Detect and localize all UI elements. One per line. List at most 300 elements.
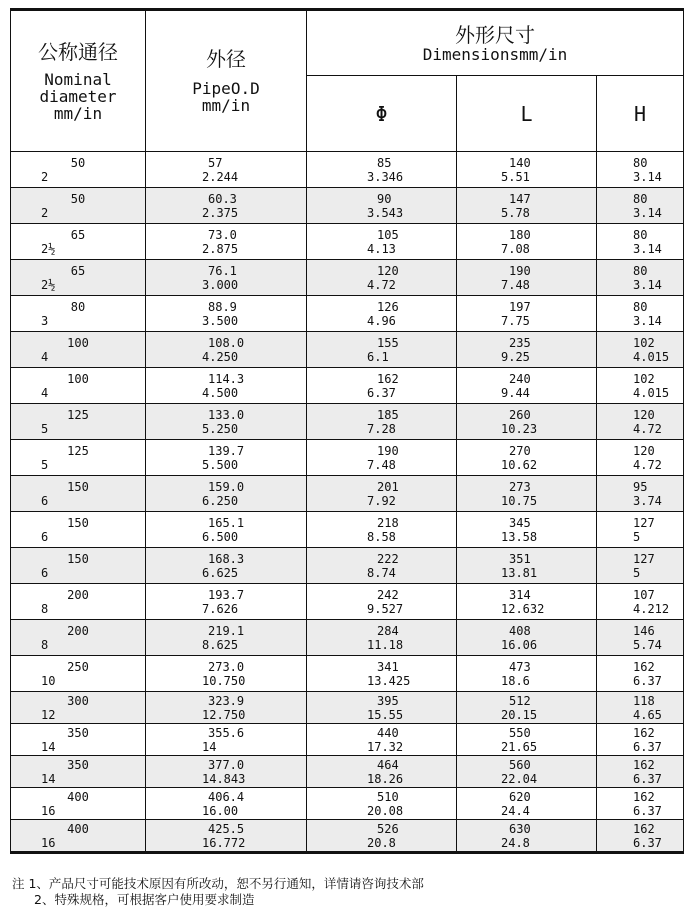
l-in-value: 24.8 [501, 835, 530, 850]
dn-in-value: 8 [41, 637, 49, 652]
od-in-value: 2.875 [202, 241, 239, 256]
nominal-diameter-zh: 公称通径 [38, 39, 118, 64]
table-row [11, 512, 684, 548]
od-cell [146, 620, 307, 656]
dn-mm-value: 125 [67, 407, 89, 422]
dn-mm-value: 150 [67, 551, 89, 566]
l-in-value: 10.75 [501, 493, 538, 508]
l-mm-value: 630 [509, 821, 531, 836]
dn-cell [11, 224, 146, 260]
dn-mm-value: 250 [67, 659, 89, 674]
h-cell [597, 788, 684, 820]
od-cell [146, 656, 307, 692]
h-in-value: 4.72 [633, 421, 662, 436]
phi-mm-value: 126 [377, 299, 399, 314]
h-cell [597, 260, 684, 296]
h-cell [597, 620, 684, 656]
table-body [11, 152, 684, 853]
phi-cell [307, 224, 457, 260]
dn-cell [11, 724, 146, 756]
phi-mm-value: 105 [377, 227, 399, 242]
dimensions-en: Dimensionsmm/in [422, 44, 568, 64]
l-in-value: 20.15 [501, 707, 538, 722]
l-in-value: 22.04 [501, 771, 538, 786]
h-mm-value: 102 [633, 371, 655, 386]
pipe-od-en: PipeO.D [192, 79, 260, 98]
table-row [11, 152, 684, 188]
l-in-value: 9.25 [501, 349, 530, 364]
h-header: H [597, 76, 684, 152]
h-cell [597, 368, 684, 404]
dn-mm-value: 300 [67, 693, 89, 708]
od-mm-value: 193.7 [208, 587, 245, 602]
h-mm-value: 162 [633, 725, 655, 740]
phi-mm-value: 284 [377, 623, 399, 638]
l-cell [457, 512, 597, 548]
dn-cell [11, 548, 146, 584]
phi-cell [307, 368, 457, 404]
l-cell [457, 440, 597, 476]
h-in-value: 3.14 [633, 169, 662, 184]
dn-in-value: 2½ [41, 277, 56, 292]
table-row [11, 332, 684, 368]
phi-cell [307, 548, 457, 584]
l-in-value: 13.58 [501, 529, 538, 544]
h-cell [597, 584, 684, 620]
h-in-value: 4.72 [633, 457, 662, 472]
l-mm-value: 351 [509, 551, 531, 566]
od-cell [146, 368, 307, 404]
phi-mm-value: 242 [377, 587, 399, 602]
l-cell [457, 724, 597, 756]
phi-cell [307, 404, 457, 440]
l-cell [457, 260, 597, 296]
table-row [11, 788, 684, 820]
phi-mm-value: 85 [377, 155, 392, 170]
h-cell [597, 692, 684, 724]
dn-cell [11, 188, 146, 224]
phi-mm-value: 162 [377, 371, 399, 386]
phi-in-value: 8.74 [367, 565, 396, 580]
h-in-value: 6.37 [633, 803, 662, 818]
od-mm-value: 406.4 [208, 789, 245, 804]
h-in-value: 3.14 [633, 313, 662, 328]
phi-in-value: 6.37 [367, 385, 396, 400]
phi-cell [307, 440, 457, 476]
h-cell [597, 656, 684, 692]
l-cell [457, 224, 597, 260]
l-mm-value: 314 [509, 587, 531, 602]
od-in-value: 3.000 [202, 277, 239, 292]
od-cell [146, 584, 307, 620]
phi-in-value: 15.55 [367, 707, 404, 722]
phi-mm-value: 222 [377, 551, 399, 566]
dn-mm-value: 80 [70, 299, 86, 314]
l-mm-value: 190 [509, 263, 531, 278]
od-in-value: 4.250 [202, 349, 239, 364]
dn-mm-value: 400 [67, 789, 89, 804]
dn-in-value: 4 [41, 385, 49, 400]
l-in-value: 10.62 [501, 457, 538, 472]
dn-cell [11, 152, 146, 188]
dn-cell [11, 620, 146, 656]
phi-in-value: 8.58 [367, 529, 396, 544]
od-cell [146, 788, 307, 820]
od-in-value: 6.625 [202, 565, 239, 580]
dn-in-value: 4 [41, 349, 49, 364]
table-row [11, 620, 684, 656]
l-in-value: 24.4 [501, 803, 530, 818]
dn-in-value: 8 [41, 601, 49, 616]
phi-cell [307, 724, 457, 756]
l-in-value: 12.632 [501, 601, 545, 616]
table-row [11, 656, 684, 692]
h-mm-value: 102 [633, 335, 655, 350]
phi-mm-value: 201 [377, 479, 399, 494]
phi-mm-value: 120 [377, 263, 399, 278]
phi-cell [307, 332, 457, 368]
h-cell [597, 440, 684, 476]
phi-mm-value: 185 [377, 407, 399, 422]
od-in-value: 2.375 [202, 205, 239, 220]
od-cell [146, 224, 307, 260]
h-mm-value: 95 [633, 479, 648, 494]
h-mm-value: 80 [633, 227, 648, 242]
dimensions-zh: 外形尺寸 [455, 22, 535, 47]
h-cell [597, 224, 684, 260]
od-mm-value: 88.9 [208, 299, 237, 314]
phi-mm-value: 341 [377, 659, 399, 674]
h-mm-value: 162 [633, 659, 655, 674]
od-cell [146, 404, 307, 440]
table-row [11, 756, 684, 788]
h-mm-value: 118 [633, 693, 655, 708]
dn-in-value: 10 [41, 673, 56, 688]
dn-mm-value: 100 [67, 335, 89, 350]
od-mm-value: 273.0 [208, 659, 245, 674]
phi-header: Φ [307, 76, 457, 152]
phi-cell [307, 692, 457, 724]
table-row [11, 584, 684, 620]
l-cell [457, 788, 597, 820]
l-mm-value: 473 [509, 659, 531, 674]
table-row [11, 692, 684, 724]
phi-cell [307, 188, 457, 224]
h-cell [597, 820, 684, 853]
phi-in-value: 13.425 [367, 673, 411, 688]
l-mm-value: 620 [509, 789, 531, 804]
od-cell [146, 548, 307, 584]
l-cell [457, 620, 597, 656]
phi-cell [307, 476, 457, 512]
dn-mm-value: 400 [67, 821, 89, 836]
l-mm-value: 197 [509, 299, 531, 314]
od-cell [146, 476, 307, 512]
l-mm-value: 270 [509, 443, 531, 458]
h-mm-value: 162 [633, 789, 655, 804]
dn-in-value: 2 [41, 169, 49, 184]
table-row [11, 224, 684, 260]
h-in-value: 5.74 [633, 637, 662, 652]
dn-mm-value: 100 [67, 371, 89, 386]
notes [12, 876, 682, 908]
od-mm-value: 60.3 [208, 191, 237, 206]
phi-in-value: 3.346 [367, 169, 404, 184]
phi-mm-value: 190 [377, 443, 399, 458]
dn-mm-value: 350 [67, 725, 89, 740]
od-in-value: 7.626 [202, 601, 239, 616]
dn-cell [11, 260, 146, 296]
h-in-value: 4.65 [633, 707, 662, 722]
dn-in-value: 2 [41, 205, 49, 220]
dn-in-value: 16 [41, 835, 56, 850]
dn-cell [11, 476, 146, 512]
od-mm-value: 355.6 [208, 725, 245, 740]
l-cell [457, 476, 597, 512]
od-cell [146, 512, 307, 548]
l-cell [457, 548, 597, 584]
h-cell [597, 296, 684, 332]
dn-mm-value: 200 [67, 587, 89, 602]
h-mm-value: 127 [633, 515, 655, 530]
od-in-value: 16.00 [202, 803, 239, 818]
h-in-value: 5 [633, 529, 641, 544]
phi-mm-value: 464 [377, 757, 399, 772]
nominal-diameter-en-1: Nominal [44, 69, 112, 89]
od-in-value: 14 [202, 739, 217, 754]
od-cell [146, 820, 307, 853]
l-mm-value: 550 [509, 725, 531, 740]
table-row [11, 260, 684, 296]
pipe-od-zh: 外径 [206, 47, 246, 71]
l-in-value: 16.06 [501, 637, 538, 652]
l-mm-value: 560 [509, 757, 531, 772]
phi-mm-value: 90 [377, 191, 392, 206]
h-in-value: 6.37 [633, 835, 662, 850]
od-in-value: 10.750 [202, 673, 246, 688]
h-in-value: 4.212 [633, 601, 670, 616]
dn-in-value: 2½ [41, 241, 56, 256]
od-mm-value: 165.1 [208, 515, 245, 530]
nominal-diameter-unit: mm/in [53, 103, 103, 123]
od-mm-value: 377.0 [208, 757, 245, 772]
od-mm-value: 114.3 [208, 371, 245, 386]
phi-cell [307, 584, 457, 620]
h-cell [597, 188, 684, 224]
dn-mm-value: 125 [67, 443, 89, 458]
dn-mm-value: 65 [70, 227, 86, 242]
l-mm-value: 140 [509, 155, 531, 170]
od-mm-value: 139.7 [208, 443, 245, 458]
phi-in-value: 18.26 [367, 771, 404, 786]
dn-in-value: 14 [41, 771, 56, 786]
od-cell [146, 296, 307, 332]
dn-cell [11, 584, 146, 620]
note-line-1: 注 1、产品尺寸可能技术原因有所改动，恕不另行通知，详情请咨询技术部 [12, 876, 424, 891]
dn-cell [11, 756, 146, 788]
l-cell [457, 820, 597, 853]
dn-mm-value: 50 [70, 155, 86, 170]
h-mm-value: 162 [633, 757, 655, 772]
l-cell [457, 368, 597, 404]
l-in-value: 7.75 [501, 313, 530, 328]
dn-cell [11, 820, 146, 853]
l-in-value: 21.65 [501, 739, 538, 754]
l-mm-value: 273 [509, 479, 531, 494]
phi-in-value: 9.527 [367, 601, 404, 616]
od-mm-value: 425.5 [208, 821, 245, 836]
l-mm-value: 512 [509, 693, 531, 708]
l-mm-value: 240 [509, 371, 531, 386]
l-mm-value: 345 [509, 515, 531, 530]
phi-cell [307, 788, 457, 820]
dn-in-value: 6 [41, 565, 49, 580]
dn-in-value: 12 [41, 707, 56, 722]
h-in-value: 5 [633, 565, 641, 580]
l-cell [457, 692, 597, 724]
dn-in-value: 5 [41, 421, 49, 436]
phi-in-value: 11.18 [367, 637, 404, 652]
h-in-value: 4.015 [633, 349, 670, 364]
h-cell [597, 512, 684, 548]
l-cell [457, 152, 597, 188]
pipe-od-unit: mm/in [201, 96, 251, 115]
phi-in-value: 3.543 [367, 205, 404, 220]
phi-mm-value: 526 [377, 821, 399, 836]
dn-in-value: 14 [41, 739, 56, 754]
phi-cell [307, 152, 457, 188]
dn-cell [11, 440, 146, 476]
h-in-value: 4.015 [633, 385, 670, 400]
od-cell [146, 332, 307, 368]
h-mm-value: 80 [633, 299, 648, 314]
phi-cell [307, 656, 457, 692]
l-in-value: 10.23 [501, 421, 538, 436]
phi-in-value: 7.28 [367, 421, 396, 436]
dn-mm-value: 150 [67, 479, 89, 494]
phi-mm-value: 395 [377, 693, 399, 708]
od-cell [146, 440, 307, 476]
dn-cell [11, 296, 146, 332]
od-in-value: 14.843 [202, 771, 246, 786]
l-header: L [457, 76, 597, 152]
phi-mm-value: 510 [377, 789, 399, 804]
l-mm-value: 235 [509, 335, 531, 350]
l-in-value: 5.78 [501, 205, 530, 220]
h-mm-value: 127 [633, 551, 655, 566]
dn-cell [11, 332, 146, 368]
nominal-diameter-en-2: diameter [39, 86, 117, 106]
table-row [11, 368, 684, 404]
l-mm-value: 408 [509, 623, 531, 638]
phi-mm-value: 155 [377, 335, 399, 350]
od-mm-value: 219.1 [208, 623, 245, 638]
dn-cell [11, 512, 146, 548]
phi-in-value: 20.08 [367, 803, 404, 818]
l-mm-value: 147 [509, 191, 531, 206]
phi-mm-value: 218 [377, 515, 399, 530]
od-in-value: 12.750 [202, 707, 246, 722]
h-cell [597, 724, 684, 756]
dn-cell [11, 656, 146, 692]
dn-in-value: 6 [41, 493, 49, 508]
od-in-value: 6.250 [202, 493, 239, 508]
od-in-value: 2.244 [202, 169, 239, 184]
h-in-value: 6.37 [633, 673, 662, 688]
l-cell [457, 404, 597, 440]
dn-cell [11, 788, 146, 820]
dn-mm-value: 200 [67, 623, 89, 638]
l-in-value: 7.08 [501, 241, 530, 256]
h-cell [597, 332, 684, 368]
h-cell [597, 756, 684, 788]
phi-in-value: 6.1 [367, 349, 389, 364]
h-mm-value: 120 [633, 407, 655, 422]
dn-in-value: 5 [41, 457, 49, 472]
dimensions-table [10, 8, 684, 854]
h-in-value: 3.74 [633, 493, 662, 508]
l-cell [457, 296, 597, 332]
od-in-value: 3.500 [202, 313, 239, 328]
od-mm-value: 159.0 [208, 479, 245, 494]
table-row [11, 404, 684, 440]
od-mm-value: 73.0 [208, 227, 237, 242]
od-cell [146, 724, 307, 756]
od-in-value: 6.500 [202, 529, 239, 544]
h-cell [597, 476, 684, 512]
phi-cell [307, 620, 457, 656]
l-cell [457, 332, 597, 368]
phi-cell [307, 260, 457, 296]
h-mm-value: 80 [633, 155, 648, 170]
od-in-value: 4.500 [202, 385, 239, 400]
l-in-value: 13.81 [501, 565, 538, 580]
phi-in-value: 4.13 [367, 241, 396, 256]
phi-in-value: 17.32 [367, 739, 404, 754]
phi-in-value: 4.96 [367, 313, 396, 328]
od-mm-value: 57 [208, 155, 223, 170]
phi-in-value: 7.48 [367, 457, 396, 472]
h-in-value: 6.37 [633, 771, 662, 786]
od-cell [146, 756, 307, 788]
phi-in-value: 4.72 [367, 277, 396, 292]
phi-mm-value: 440 [377, 725, 399, 740]
h-mm-value: 80 [633, 191, 648, 206]
h-cell [597, 404, 684, 440]
od-cell [146, 260, 307, 296]
od-in-value: 5.250 [202, 421, 239, 436]
pipe-od-header [146, 10, 307, 152]
dn-mm-value: 50 [70, 191, 86, 206]
h-cell [597, 548, 684, 584]
od-in-value: 8.625 [202, 637, 239, 652]
table-row [11, 188, 684, 224]
l-cell [457, 188, 597, 224]
dn-in-value: 6 [41, 529, 49, 544]
table-row [11, 440, 684, 476]
h-in-value: 3.14 [633, 241, 662, 256]
h-mm-value: 146 [633, 623, 655, 638]
phi-in-value: 20.8 [367, 835, 396, 850]
dimensions-header [307, 10, 684, 76]
od-in-value: 16.772 [202, 835, 246, 850]
od-cell [146, 152, 307, 188]
dn-in-value: 3 [41, 313, 49, 328]
phi-cell [307, 820, 457, 853]
l-in-value: 5.51 [501, 169, 530, 184]
phi-cell [307, 512, 457, 548]
od-mm-value: 76.1 [208, 263, 237, 278]
